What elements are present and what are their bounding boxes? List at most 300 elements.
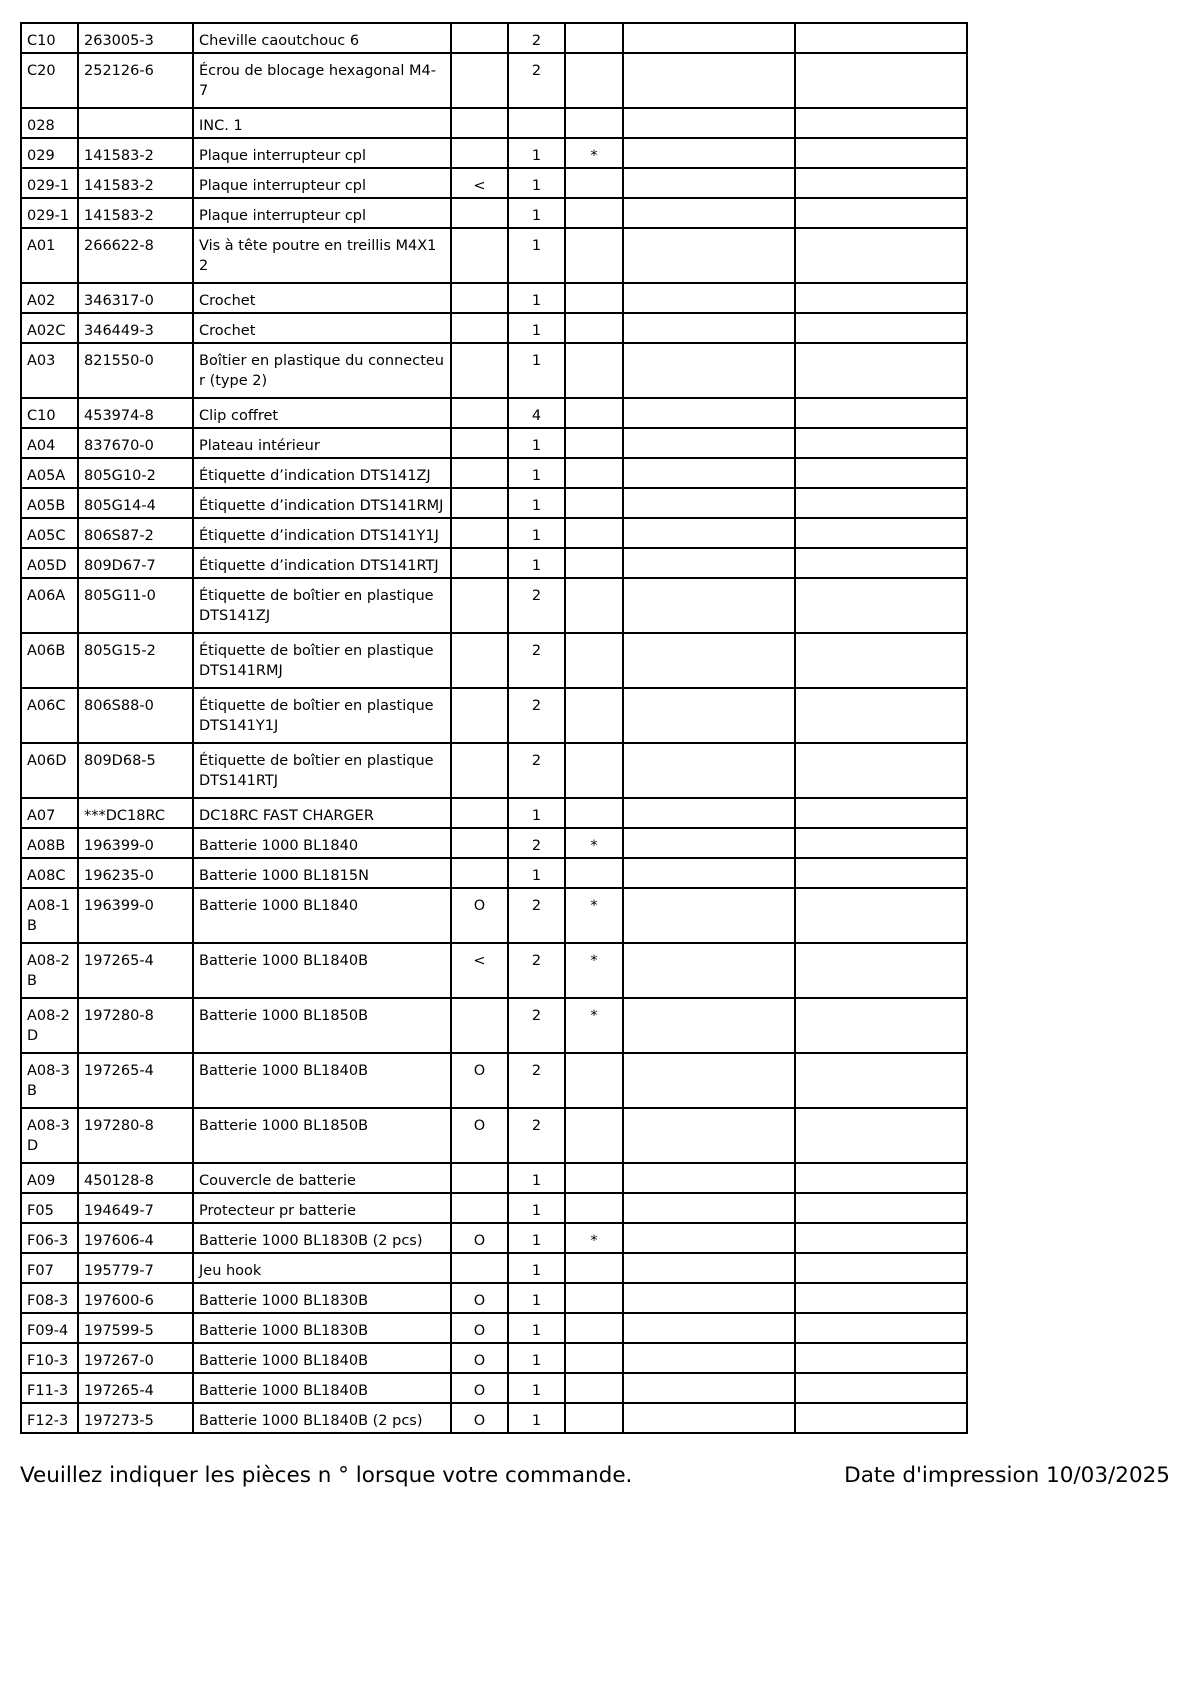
- empty-cell: [795, 1313, 967, 1343]
- print-date: Date d'impression 10/03/2025: [844, 1463, 1170, 1488]
- reference-cell: 805G10-2: [78, 458, 193, 488]
- mark-cell: [451, 488, 508, 518]
- table-row: [21, 1053, 967, 1108]
- mark-cell: O: [451, 1343, 508, 1373]
- empty-cell: [623, 1163, 795, 1193]
- table-row: [21, 578, 967, 633]
- table-row: [21, 1403, 967, 1433]
- star-cell: *: [565, 828, 623, 858]
- reference-cell: 195779-7: [78, 1253, 193, 1283]
- table-row: [21, 1108, 967, 1163]
- mark-cell: [451, 108, 508, 138]
- empty-cell: [795, 428, 967, 458]
- reference-cell: 346317-0: [78, 283, 193, 313]
- table-row: [21, 1223, 967, 1253]
- description-cell: Étiquette de boîtier en plastique DTS141Y1J: [193, 688, 451, 743]
- description-cell: Batterie 1000 BL1840: [193, 888, 451, 943]
- empty-cell: [795, 1343, 967, 1373]
- empty-cell: [795, 1053, 967, 1108]
- reference-cell: 809D68-5: [78, 743, 193, 798]
- star-cell: [565, 343, 623, 398]
- empty-cell: [795, 1283, 967, 1313]
- star-cell: [565, 1403, 623, 1433]
- part-number-cell: A05D: [21, 548, 78, 578]
- empty-cell: [623, 798, 795, 828]
- table-row: [21, 1313, 967, 1343]
- quantity-cell: 1: [508, 798, 565, 828]
- reference-cell: 821550-0: [78, 343, 193, 398]
- empty-cell: [795, 943, 967, 998]
- reference-cell: 450128-8: [78, 1163, 193, 1193]
- mark-cell: O: [451, 1373, 508, 1403]
- reference-cell: 805G15-2: [78, 633, 193, 688]
- empty-cell: [795, 228, 967, 283]
- reference-cell: 252126-6: [78, 53, 193, 108]
- star-cell: [565, 578, 623, 633]
- empty-cell: [623, 458, 795, 488]
- star-cell: [565, 688, 623, 743]
- reference-cell: 141583-2: [78, 198, 193, 228]
- star-cell: [565, 1053, 623, 1108]
- part-number-cell: 028: [21, 108, 78, 138]
- reference-cell: 197267-0: [78, 1343, 193, 1373]
- table-row: [21, 1343, 967, 1373]
- mark-cell: [451, 578, 508, 633]
- table-row: [21, 458, 967, 488]
- reference-cell: 346449-3: [78, 313, 193, 343]
- quantity-cell: 2: [508, 828, 565, 858]
- mark-cell: O: [451, 1313, 508, 1343]
- empty-cell: [623, 343, 795, 398]
- description-cell: Cheville caoutchouc 6: [193, 23, 451, 53]
- reference-cell: 197600-6: [78, 1283, 193, 1313]
- part-number-cell: A06D: [21, 743, 78, 798]
- description-cell: Batterie 1000 BL1850B: [193, 1108, 451, 1163]
- star-cell: *: [565, 943, 623, 998]
- empty-cell: [795, 998, 967, 1053]
- description-cell: Batterie 1000 BL1840B: [193, 1343, 451, 1373]
- empty-cell: [623, 138, 795, 168]
- empty-cell: [795, 23, 967, 53]
- reference-cell: 197280-8: [78, 998, 193, 1053]
- empty-cell: [623, 828, 795, 858]
- empty-cell: [623, 633, 795, 688]
- empty-cell: [795, 633, 967, 688]
- star-cell: [565, 548, 623, 578]
- part-number-cell: 029-1: [21, 198, 78, 228]
- quantity-cell: 1: [508, 548, 565, 578]
- description-cell: Étiquette de boîtier en plastique DTS141ZJ: [193, 578, 451, 633]
- mark-cell: [451, 23, 508, 53]
- quantity-cell: 2: [508, 688, 565, 743]
- table-row: [21, 283, 967, 313]
- mark-cell: [451, 1253, 508, 1283]
- reference-cell: [78, 108, 193, 138]
- empty-cell: [623, 1108, 795, 1163]
- description-cell: DC18RC FAST CHARGER: [193, 798, 451, 828]
- star-cell: [565, 1253, 623, 1283]
- part-number-cell: A06C: [21, 688, 78, 743]
- quantity-cell: 1: [508, 518, 565, 548]
- table-row: [21, 198, 967, 228]
- empty-cell: [795, 888, 967, 943]
- description-cell: Crochet: [193, 283, 451, 313]
- star-cell: *: [565, 998, 623, 1053]
- mark-cell: [451, 548, 508, 578]
- part-number-cell: A06B: [21, 633, 78, 688]
- part-number-cell: A01: [21, 228, 78, 283]
- table-row: [21, 23, 967, 53]
- table-row: [21, 428, 967, 458]
- part-number-cell: 029-1: [21, 168, 78, 198]
- part-number-cell: F05: [21, 1193, 78, 1223]
- mark-cell: O: [451, 888, 508, 943]
- description-cell: Étiquette d’indication DTS141Y1J: [193, 518, 451, 548]
- part-number-cell: C10: [21, 23, 78, 53]
- description-cell: Couvercle de batterie: [193, 1163, 451, 1193]
- table-row: [21, 168, 967, 198]
- star-cell: [565, 1163, 623, 1193]
- description-cell: Étiquette d’indication DTS141RTJ: [193, 548, 451, 578]
- reference-cell: 805G14-4: [78, 488, 193, 518]
- description-cell: Plateau intérieur: [193, 428, 451, 458]
- reference-cell: 196399-0: [78, 828, 193, 858]
- quantity-cell: 1: [508, 343, 565, 398]
- description-cell: Étiquette d’indication DTS141ZJ: [193, 458, 451, 488]
- empty-cell: [795, 548, 967, 578]
- mark-cell: O: [451, 1053, 508, 1108]
- empty-cell: [623, 888, 795, 943]
- star-cell: [565, 488, 623, 518]
- star-cell: [565, 1108, 623, 1163]
- order-note: Veuillez indiquer les pièces n ° lorsque votre commande.: [20, 1463, 633, 1488]
- description-cell: Étiquette d’indication DTS141RMJ: [193, 488, 451, 518]
- quantity-cell: 1: [508, 1313, 565, 1343]
- reference-cell: 194649-7: [78, 1193, 193, 1223]
- part-number-cell: A05A: [21, 458, 78, 488]
- part-number-cell: A05B: [21, 488, 78, 518]
- reference-cell: 266622-8: [78, 228, 193, 283]
- empty-cell: [623, 1193, 795, 1223]
- empty-cell: [623, 743, 795, 798]
- star-cell: [565, 798, 623, 828]
- mark-cell: [451, 53, 508, 108]
- star-cell: [565, 283, 623, 313]
- description-cell: Vis à tête poutre en treillis M4X12: [193, 228, 451, 283]
- description-cell: Étiquette de boîtier en plastique DTS141RMJ: [193, 633, 451, 688]
- description-cell: Batterie 1000 BL1840B: [193, 1373, 451, 1403]
- quantity-cell: 2: [508, 998, 565, 1053]
- part-number-cell: A09: [21, 1163, 78, 1193]
- description-cell: Protecteur pr batterie: [193, 1193, 451, 1223]
- table-row: [21, 343, 967, 398]
- description-cell: Étiquette de boîtier en plastique DTS141RTJ: [193, 743, 451, 798]
- empty-cell: [623, 488, 795, 518]
- mark-cell: <: [451, 943, 508, 998]
- quantity-cell: 1: [508, 858, 565, 888]
- part-number-cell: F07: [21, 1253, 78, 1283]
- star-cell: *: [565, 888, 623, 943]
- table-row: [21, 53, 967, 108]
- star-cell: [565, 53, 623, 108]
- quantity-cell: [508, 108, 565, 138]
- description-cell: Batterie 1000 BL1850B: [193, 998, 451, 1053]
- empty-cell: [795, 168, 967, 198]
- reference-cell: 197273-5: [78, 1403, 193, 1433]
- empty-cell: [795, 458, 967, 488]
- reference-cell: 809D67-7: [78, 548, 193, 578]
- star-cell: [565, 1343, 623, 1373]
- star-cell: [565, 428, 623, 458]
- quantity-cell: 1: [508, 1163, 565, 1193]
- empty-cell: [623, 283, 795, 313]
- mark-cell: [451, 688, 508, 743]
- description-cell: Écrou de blocage hexagonal M4-7: [193, 53, 451, 108]
- table-row: [21, 858, 967, 888]
- star-cell: [565, 1193, 623, 1223]
- quantity-cell: 1: [508, 458, 565, 488]
- part-number-cell: C20: [21, 53, 78, 108]
- mark-cell: [451, 313, 508, 343]
- table-row: [21, 888, 967, 943]
- reference-cell: 197280-8: [78, 1108, 193, 1163]
- star-cell: [565, 1283, 623, 1313]
- empty-cell: [623, 23, 795, 53]
- star-cell: [565, 313, 623, 343]
- part-number-cell: F08-3: [21, 1283, 78, 1313]
- mark-cell: [451, 998, 508, 1053]
- table-row: [21, 998, 967, 1053]
- empty-cell: [795, 1108, 967, 1163]
- mark-cell: [451, 343, 508, 398]
- mark-cell: [451, 398, 508, 428]
- table-row: [21, 313, 967, 343]
- star-cell: [565, 398, 623, 428]
- reference-cell: 263005-3: [78, 23, 193, 53]
- reference-cell: 805G11-0: [78, 578, 193, 633]
- description-cell: Batterie 1000 BL1830B (2 pcs): [193, 1223, 451, 1253]
- reference-cell: 453974-8: [78, 398, 193, 428]
- empty-cell: [623, 428, 795, 458]
- mark-cell: O: [451, 1108, 508, 1163]
- reference-cell: 197265-4: [78, 1053, 193, 1108]
- table-row: [21, 828, 967, 858]
- part-number-cell: A08-3D: [21, 1108, 78, 1163]
- description-cell: Crochet: [193, 313, 451, 343]
- part-number-cell: F11-3: [21, 1373, 78, 1403]
- empty-cell: [795, 1163, 967, 1193]
- empty-cell: [795, 828, 967, 858]
- empty-cell: [795, 138, 967, 168]
- part-number-cell: F12-3: [21, 1403, 78, 1433]
- empty-cell: [623, 168, 795, 198]
- empty-cell: [623, 228, 795, 283]
- table-row: [21, 1373, 967, 1403]
- reference-cell: 141583-2: [78, 168, 193, 198]
- table-row: [21, 1193, 967, 1223]
- quantity-cell: 2: [508, 578, 565, 633]
- empty-cell: [623, 398, 795, 428]
- empty-cell: [623, 998, 795, 1053]
- quantity-cell: 1: [508, 313, 565, 343]
- table-row: [21, 138, 967, 168]
- empty-cell: [623, 108, 795, 138]
- part-number-cell: A07: [21, 798, 78, 828]
- empty-cell: [623, 53, 795, 108]
- quantity-cell: 1: [508, 1223, 565, 1253]
- mark-cell: O: [451, 1223, 508, 1253]
- part-number-cell: A02: [21, 283, 78, 313]
- star-cell: [565, 108, 623, 138]
- part-number-cell: F09-4: [21, 1313, 78, 1343]
- empty-cell: [623, 1373, 795, 1403]
- part-number-cell: A08-3B: [21, 1053, 78, 1108]
- description-cell: Jeu hook: [193, 1253, 451, 1283]
- description-cell: Batterie 1000 BL1840B (2 pcs): [193, 1403, 451, 1433]
- empty-cell: [623, 858, 795, 888]
- description-cell: Batterie 1000 BL1840B: [193, 1053, 451, 1108]
- star-cell: [565, 518, 623, 548]
- quantity-cell: 2: [508, 888, 565, 943]
- description-cell: Plaque interrupteur cpl: [193, 138, 451, 168]
- empty-cell: [795, 53, 967, 108]
- reference-cell: ***DC18RC: [78, 798, 193, 828]
- mark-cell: [451, 798, 508, 828]
- empty-cell: [795, 398, 967, 428]
- table-row: [21, 488, 967, 518]
- part-number-cell: A05C: [21, 518, 78, 548]
- table-row: [21, 943, 967, 998]
- table-row: [21, 1283, 967, 1313]
- empty-cell: [795, 518, 967, 548]
- reference-cell: 196235-0: [78, 858, 193, 888]
- star-cell: [565, 1373, 623, 1403]
- empty-cell: [623, 198, 795, 228]
- description-cell: Batterie 1000 BL1840: [193, 828, 451, 858]
- mark-cell: [451, 228, 508, 283]
- reference-cell: 806S87-2: [78, 518, 193, 548]
- reference-cell: 196399-0: [78, 888, 193, 943]
- star-cell: [565, 458, 623, 488]
- mark-cell: [451, 1163, 508, 1193]
- part-number-cell: F10-3: [21, 1343, 78, 1373]
- table-row: [21, 108, 967, 138]
- quantity-cell: 1: [508, 283, 565, 313]
- star-cell: [565, 198, 623, 228]
- empty-cell: [623, 313, 795, 343]
- star-cell: *: [565, 138, 623, 168]
- mark-cell: [451, 518, 508, 548]
- parts-sheet: [20, 22, 968, 1434]
- empty-cell: [623, 548, 795, 578]
- empty-cell: [795, 343, 967, 398]
- empty-cell: [623, 1223, 795, 1253]
- description-cell: Plaque interrupteur cpl: [193, 198, 451, 228]
- mark-cell: [451, 743, 508, 798]
- empty-cell: [795, 108, 967, 138]
- quantity-cell: 2: [508, 743, 565, 798]
- table-row: [21, 518, 967, 548]
- part-number-cell: A08C: [21, 858, 78, 888]
- description-cell: Batterie 1000 BL1840B: [193, 943, 451, 998]
- star-cell: [565, 168, 623, 198]
- quantity-cell: 1: [508, 138, 565, 168]
- mark-cell: [451, 858, 508, 888]
- star-cell: *: [565, 1223, 623, 1253]
- part-number-cell: A03: [21, 343, 78, 398]
- quantity-cell: 4: [508, 398, 565, 428]
- reference-cell: 197265-4: [78, 943, 193, 998]
- quantity-cell: 1: [508, 1373, 565, 1403]
- mark-cell: [451, 283, 508, 313]
- quantity-cell: 2: [508, 53, 565, 108]
- empty-cell: [795, 743, 967, 798]
- parts-table: [20, 22, 968, 1434]
- quantity-cell: 1: [508, 428, 565, 458]
- description-cell: Boîtier en plastique du connecteur (type 2): [193, 343, 451, 398]
- part-number-cell: C10: [21, 398, 78, 428]
- reference-cell: 197265-4: [78, 1373, 193, 1403]
- mark-cell: [451, 198, 508, 228]
- empty-cell: [623, 1253, 795, 1283]
- quantity-cell: 2: [508, 633, 565, 688]
- quantity-cell: 1: [508, 1193, 565, 1223]
- reference-cell: 141583-2: [78, 138, 193, 168]
- part-number-cell: A08-2B: [21, 943, 78, 998]
- empty-cell: [795, 578, 967, 633]
- star-cell: [565, 633, 623, 688]
- description-cell: Batterie 1000 BL1815N: [193, 858, 451, 888]
- empty-cell: [795, 1403, 967, 1433]
- part-number-cell: A08-2D: [21, 998, 78, 1053]
- table-row: [21, 1163, 967, 1193]
- empty-cell: [795, 198, 967, 228]
- empty-cell: [623, 1403, 795, 1433]
- empty-cell: [795, 688, 967, 743]
- quantity-cell: 1: [508, 1403, 565, 1433]
- part-number-cell: A06A: [21, 578, 78, 633]
- part-number-cell: F06-3: [21, 1223, 78, 1253]
- empty-cell: [623, 1343, 795, 1373]
- quantity-cell: 1: [508, 1283, 565, 1313]
- empty-cell: [795, 1193, 967, 1223]
- empty-cell: [795, 1373, 967, 1403]
- mark-cell: [451, 633, 508, 688]
- empty-cell: [623, 518, 795, 548]
- mark-cell: <: [451, 168, 508, 198]
- empty-cell: [795, 798, 967, 828]
- table-row: [21, 743, 967, 798]
- quantity-cell: 2: [508, 23, 565, 53]
- empty-cell: [623, 1313, 795, 1343]
- reference-cell: 837670-0: [78, 428, 193, 458]
- empty-cell: [623, 578, 795, 633]
- mark-cell: [451, 1193, 508, 1223]
- mark-cell: [451, 828, 508, 858]
- empty-cell: [623, 943, 795, 998]
- empty-cell: [623, 688, 795, 743]
- empty-cell: [623, 1283, 795, 1313]
- table-row: [21, 688, 967, 743]
- table-row: [21, 798, 967, 828]
- star-cell: [565, 743, 623, 798]
- reference-cell: 806S88-0: [78, 688, 193, 743]
- quantity-cell: 1: [508, 1253, 565, 1283]
- quantity-cell: 1: [508, 488, 565, 518]
- quantity-cell: 2: [508, 1053, 565, 1108]
- empty-cell: [795, 283, 967, 313]
- description-cell: Clip coffret: [193, 398, 451, 428]
